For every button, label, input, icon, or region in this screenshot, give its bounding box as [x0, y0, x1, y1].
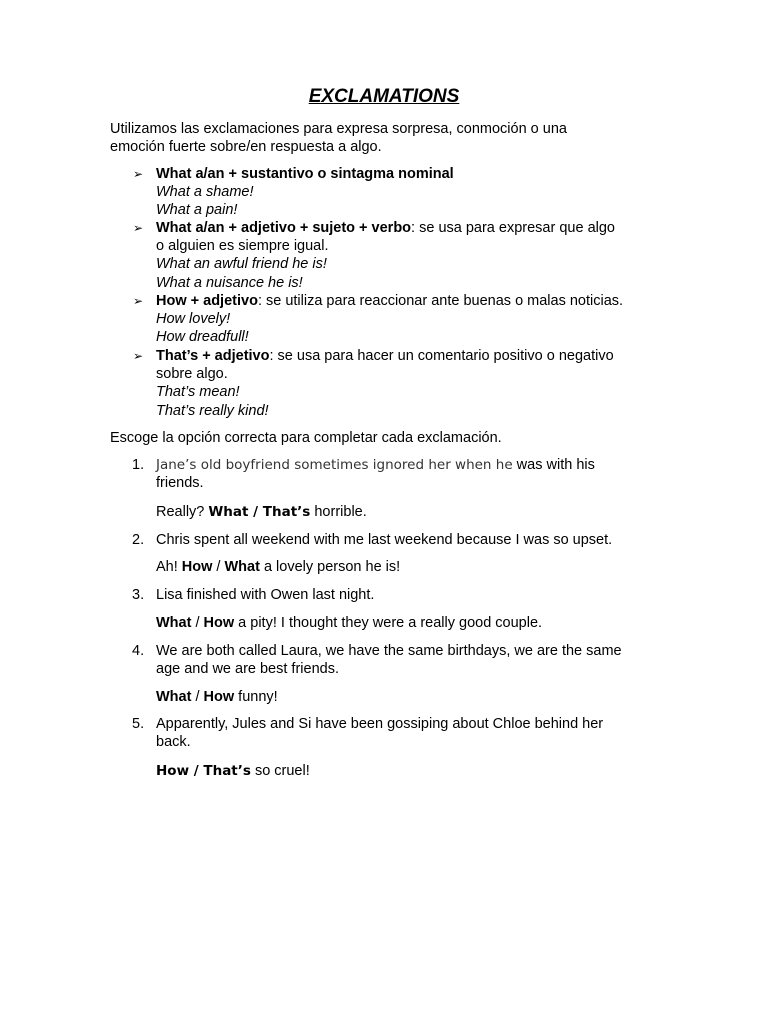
answer-line: [156, 614, 542, 632]
intro-paragraph: [110, 120, 670, 156]
arrow-bullet-icon: ➢: [133, 349, 144, 363]
exercise-item: [132, 456, 672, 492]
item-text: Apparently, Jules and Si have been gossiping about Chloe behind her: [156, 716, 604, 732]
arrow-bullet-icon: ➢: [133, 294, 144, 308]
answer-line: [156, 558, 400, 576]
answer-separator: /: [191, 689, 204, 705]
item-text-part: Jane’s old boyfriend sometimes ignored her when he: [156, 457, 513, 473]
rule-text: What a/an + sustantivo o sintagma nominal: [156, 166, 454, 182]
item-text-cont: age and we are best friends.: [156, 661, 339, 678]
answer-suffix: a lovely person he is!: [259, 559, 401, 575]
item-number: 1.: [132, 457, 145, 473]
example-text: That’s really kind!: [156, 402, 269, 419]
item-text-part: was with his: [512, 457, 595, 473]
answer-suffix: a pity! I thought they were a really good couple.: [234, 615, 543, 631]
rule-description-cont: o alguien es siempre igual.: [156, 238, 329, 255]
answer-suffix: horrible.: [310, 504, 367, 520]
rule-description: : se utiliza para reaccionar ante buenas o malas noticias.: [257, 293, 624, 309]
answer-prefix: Ah!: [156, 559, 182, 575]
example-text: How dreadfull!: [156, 329, 249, 346]
item-text-cont: back.: [156, 734, 191, 751]
example-text: How lovely!: [156, 311, 231, 328]
answer-line: [156, 762, 310, 780]
item-number: 2.: [132, 532, 145, 548]
answer-option-2[interactable]: How: [203, 615, 235, 631]
answer-line: [156, 503, 367, 521]
item-text: Lisa finished with Owen last night.: [156, 587, 375, 603]
rule-text: What a/an + adjetivo + sujeto + verbo: [156, 220, 412, 236]
bullet-item: [133, 165, 663, 220]
answer-option-1[interactable]: How: [181, 559, 213, 575]
exercise-item: [132, 531, 672, 549]
rule-description: : se usa para hacer un comentario positivo o negativo: [269, 348, 614, 364]
exercise-item: [132, 715, 672, 751]
rule-text: How + adjetivo: [156, 293, 258, 309]
answer-line: [156, 688, 278, 706]
rule-description: : se usa para expresar que algo: [411, 220, 615, 236]
answer-prefix: Really?: [156, 504, 209, 520]
arrow-bullet-icon: ➢: [133, 221, 144, 235]
item-text: Chris spent all weekend with me last weekend because I was so upset.: [156, 532, 613, 548]
rule-text: That’s + adjetivo: [156, 348, 270, 364]
bullet-item: [133, 219, 663, 292]
bullet-item: [133, 292, 663, 347]
instruction-text: Escoge la opción correcta para completar cada exclamación.: [110, 430, 502, 446]
exercise-item: [132, 586, 672, 604]
exercise-item: [132, 642, 672, 678]
answer-option-1[interactable]: What: [156, 615, 192, 631]
arrow-bullet-icon: ➢: [133, 167, 144, 181]
page-title: EXCLAMATIONS: [308, 86, 460, 107]
intro-line-1: Utilizamos las exclamaciones para expresa sorpresa, conmoción o una: [110, 121, 567, 137]
example-text: What a nuisance he is!: [156, 274, 303, 291]
answer-options[interactable]: How / That’s: [156, 763, 251, 779]
answer-suffix: so cruel!: [250, 763, 310, 779]
intro-line-2: emoción fuerte sobre/en respuesta a algo.: [110, 139, 382, 155]
item-number: 5.: [132, 716, 145, 732]
item-number: 3.: [132, 587, 145, 603]
item-text: We are both called Laura, we have the same birthdays, we are the same: [156, 643, 622, 659]
example-text: What a pain!: [156, 202, 238, 219]
answer-separator: /: [212, 559, 225, 575]
answer-suffix: funny!: [234, 689, 278, 705]
answer-options[interactable]: What / That’s: [208, 504, 311, 520]
answer-option-1[interactable]: What: [156, 689, 192, 705]
answer-separator: /: [191, 615, 204, 631]
example-text: That’s mean!: [156, 384, 240, 401]
example-text: What an awful friend he is!: [156, 256, 327, 273]
answer-option-2[interactable]: How: [203, 689, 235, 705]
answer-option-2[interactable]: What: [224, 559, 260, 575]
example-text: What a shame!: [156, 184, 254, 201]
item-text-cont: friends.: [156, 475, 204, 492]
bullet-item: [133, 347, 663, 420]
item-number: 4.: [132, 643, 145, 659]
rule-description-cont: sobre algo.: [156, 366, 228, 383]
